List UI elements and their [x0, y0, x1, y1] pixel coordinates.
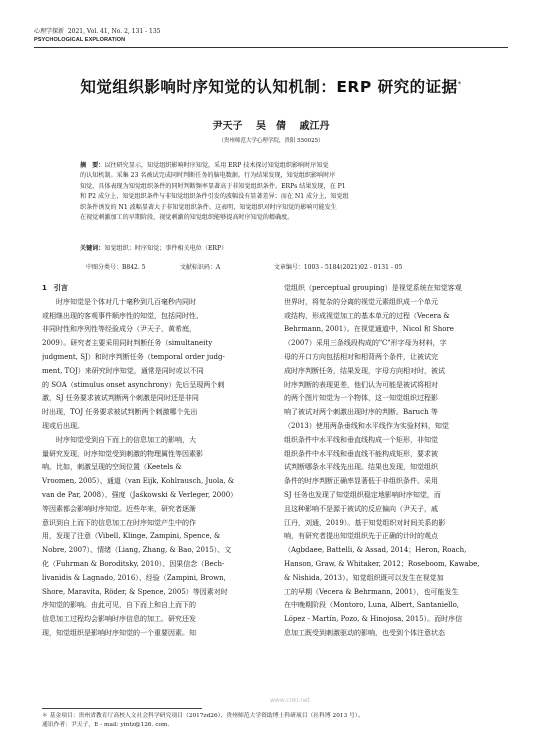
body-text-line: 工的早期（Vecera & Behrmann, 2001），也可能发生 — [284, 587, 459, 596]
body-text-line: 时序知觉是个体对几十毫秒到几百毫秒内同时 — [42, 297, 196, 306]
body-text-line: 时序知觉受到自下而上的信息加工的影响，大 — [42, 435, 196, 444]
body-text-line: 信息加工过程均会影响时序信息的加工。研究还发 — [42, 615, 196, 624]
body-text-line: 试判断哪条水平线先出现。结果也发现，知觉组织 — [284, 463, 438, 472]
article-title: 知觉组织影响时序知觉的认知机制：ERP 研究的证据* — [80, 78, 462, 96]
keywords-text: 知觉组织；时序知觉；事件相关电位（ERP） — [104, 245, 228, 252]
body-text-line: 条件的时序判断正确率显著低于非组织条件。采用 — [284, 477, 438, 486]
body-text-line: 量研究发现，时序知觉受到刺激的物理属性等因素影 — [42, 449, 203, 458]
author-name: 吴 倩 — [256, 121, 286, 132]
body-text-line: 响，有研究者提出知觉组织先于正确的计时的观点 — [284, 532, 438, 541]
body-text-line: judgment, SJ）和时序判断任务（temporal order judg- — [42, 352, 225, 361]
journal-name-en: PSYCHOLOGICAL EXPLORATION — [34, 37, 126, 43]
body-text-line: Vroomen, 2005）、通道（van Eijk, Kohlrausch, Juola, & — [42, 477, 235, 486]
abstract-line: 在视觉刺激加工的早期阶段，视觉刺激的知觉组织能够提高时序知觉的精确度。 — [80, 214, 294, 222]
author-name: 戚江丹 — [299, 121, 330, 132]
body-text-line: 母的开口方向包括相对和相背两个条件，让被试完 — [284, 352, 438, 361]
watermark: www.cnki.net — [270, 697, 311, 704]
document-code: 文献标识码：A — [179, 264, 221, 271]
corresponding-author-footnote: 通讯作者：尹天子，E - mail: yintz@126. com. — [42, 722, 170, 728]
body-text-line: 时出现，TOJ 任务要求被试判断两个刺激哪个先出 — [42, 408, 198, 417]
body-text-line: 成时序判断任务，结果发现，字母方向相对时，被试 — [284, 366, 445, 375]
body-text-line: & Nishida, 2013）。知觉组织既可以发生在视觉加 — [284, 573, 444, 582]
footnotes — [42, 712, 502, 730]
abstract-line: 织条件诱发的 N1 波幅显著大于非知觉组织条件。这表明，知觉组织对时序知觉的影响可能发生 — [80, 203, 337, 211]
funding-footnote: ＊ 基金项目：贵州省教育厅高校人文社会科学研究项目（2017zd26）、贵州师范大学资助博士科研项目（社科博 2013 号）。 — [42, 713, 364, 719]
body-text-line: López - Martín, Pozo, & Hinojosa, 2015）。而时序信 — [284, 615, 463, 624]
body-text-line: 组织条件中水平线和垂直线不能构成矩形，要求被 — [284, 449, 438, 458]
abstract — [80, 161, 460, 223]
body-text-line: （2013）使用两条垂线和水平线作为实验材料，知觉 — [284, 421, 449, 430]
body-text-line: Hanson, Graw, & Whitaker, 2012；Roseboom, Kawabe, — [284, 559, 480, 568]
body-text-line: Behrmann, 2001）。在视觉通道中，Nicol 和 Shore — [284, 325, 454, 334]
body-text-line: 江丹，刘通，2019）。基于知觉组织对时间关系的影 — [284, 518, 446, 527]
author-list — [34, 117, 508, 132]
body-text-line: Shore, Maravita, Röder, & Spence, 2005）等因素对时 — [42, 587, 228, 596]
body-text-line: 世界时，将复杂的分离的视觉元素组织成一个单元 — [284, 297, 438, 306]
body-text-line: 意识到自上而下的信息加工在时序知觉产生中的作 — [42, 518, 196, 527]
article-number: 文章编号：1003 - 5184(2021)02 - 0131 - 05 — [273, 264, 403, 271]
section-heading: 1 引言 — [42, 284, 68, 292]
title-footnote-mark: * — [457, 79, 462, 88]
body-text-line: 非同时性和序列性等经验成分（尹天子，黄希庭， — [42, 325, 196, 334]
body-text-line: Nobre, 2007）、情绪（Liang, Zhang, & Bao, 2015）、文 — [42, 546, 232, 555]
body-right-column — [284, 282, 510, 641]
abstract-line: 以往研究显示，知觉组织影响时序知觉，采用 ERP 技术探讨知觉组织影响时序知觉 — [104, 162, 329, 169]
body-text-line: （Agbdaee, Battelli, & Assad, 2014；Heron, Roach, — [284, 546, 467, 555]
abstract-label: 摘 要： — [80, 162, 105, 169]
abstract-line: 的认知机制。采集 23 名被试完成同时判断任务的脑电数据。行为结果发现，知觉组织影响时序 — [80, 172, 336, 180]
body-text-line: 序知觉的影响。由此可见，自下而上和自上而下的 — [42, 601, 196, 610]
body-text-line: 时序判断的表现更差，他们认为可能是被试将相对 — [284, 380, 438, 389]
body-text-line: 现，知觉组织是影响时序知觉的一个重要因素。知 — [42, 628, 196, 637]
body-text-line: 的两个图片知觉为一个物体，这一知觉组织过程影 — [284, 394, 438, 403]
body-text-line: 响了被试对两个刺激出现时序的判断。Baruch 等 — [284, 408, 438, 417]
body-text-line: 或相继出现的客观事件顺序性的知觉，包括同时性、 — [42, 311, 203, 320]
affiliation: （贵州师范大学心理学院，贵阳 550025） — [218, 138, 324, 144]
body-text-line: 等因素都会影响时序知觉。近些年来，研究者逐渐 — [42, 504, 196, 513]
body-text-line: 或结构，形成视觉加工的基本单元的过程（Vecera & — [284, 311, 450, 320]
keywords-label: 关键词： — [80, 245, 105, 252]
body-text-line: 用，发现了注意（Vibell, Klinge, Zampini, Spence, & — [42, 532, 221, 541]
body-text-line: 激，SJ 任务要求被试判断两个刺激是同时还是非同 — [42, 394, 199, 403]
header-divider — [34, 47, 508, 48]
body-text-line: （2007）采用三条线段构成的"C"形字母为材料，字 — [284, 339, 447, 348]
body-text-line: 2009）。研究者主要采用同时判断任务（simultaneity — [42, 339, 213, 348]
abstract-line: 和 P2 成分上，知觉组织条件与非知觉组织条件引发的波幅没有显著差异；而在 N1 成分上，知觉组 — [80, 193, 349, 201]
body-text-line: 且这种影响不是源于被试的反应偏向（尹天子，戚 — [284, 504, 438, 513]
body-text-line: van de Par, 2008）、强度（Jaśkowski & Verleger, 2000） — [42, 490, 238, 499]
body-text-line: 在中晚期阶段（Montoro, Luna, Albert, Santaniello, — [284, 601, 460, 610]
footnote-divider — [42, 708, 202, 709]
clc-number: 中图分类号：B842. 5 — [86, 264, 146, 271]
issue-info: 2021, Vol. 41, No. 2, 131 - 135 — [67, 28, 161, 35]
body-text-line: livanidis & Lagnado, 2016）、经验（Zampini, Brown, — [42, 573, 226, 582]
body-text-line: 的 SOA（stimulus onset asynchrony）先后呈现两个刺 — [42, 380, 225, 389]
body-text-line: ment, TOJ）来研究时序知觉，通常是同时或以不同 — [42, 366, 204, 375]
author-name: 尹天子 — [212, 121, 243, 132]
abstract-line: 知觉，具体表现为知觉组织条件的同时判断频率显著高于非知觉组织条件。ERPs 结果发现，在 P1 — [80, 182, 346, 190]
journal-name-cn: 心理学探新 — [34, 28, 65, 35]
body-left-column — [42, 282, 268, 641]
body-text-line: 现或后出现。 — [42, 421, 84, 430]
body-text-line: 组织条件中水平线和垂直线构成一个矩形，非知觉 — [284, 435, 438, 444]
body-text-line: 响。比如，刺激呈现的空间位置（Keetels & — [42, 463, 182, 472]
body-text-line: 息加工既受到刺激驱动的影响，也受到个体注意状态 — [284, 628, 445, 637]
keywords — [80, 243, 460, 252]
classification-line — [86, 262, 456, 271]
running-header — [34, 28, 160, 44]
body-text-line: SJ 任务也发现了知觉组织稳定地影响时序知觉，而 — [284, 490, 441, 499]
body-text-line: 觉组织（perceptual grouping）是视觉系统在知觉客观 — [284, 284, 462, 292]
body-text-line: 化（Fuhrman & Boroditsky, 2010）、因果信念（Bech- — [42, 559, 225, 568]
